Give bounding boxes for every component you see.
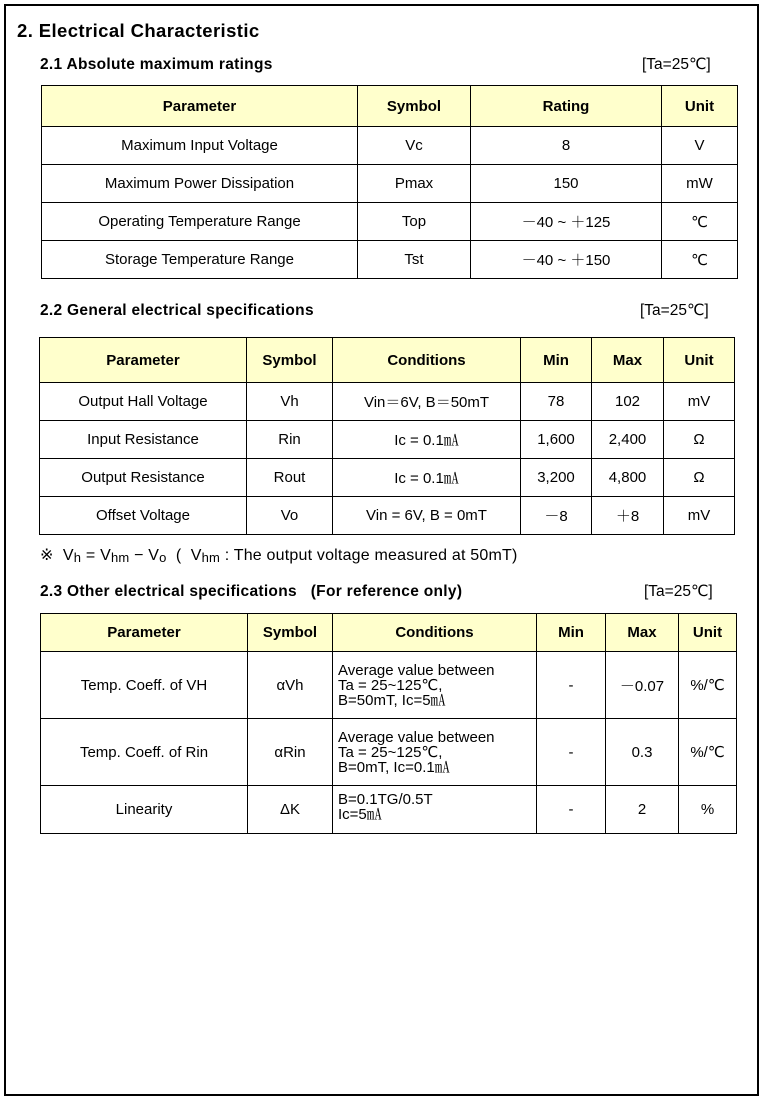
header-unit: Unit <box>664 338 735 383</box>
table-row <box>42 165 738 203</box>
cell-symbol: Vh <box>247 383 333 421</box>
cell-conditions: Ic = 0.1㎃ <box>333 459 521 497</box>
header-parameter: Parameter <box>41 614 248 652</box>
cell-unit: Ω <box>664 421 735 459</box>
note-vhm-sub: hm <box>110 550 130 565</box>
cell-parameter: Temp. Coeff. of Rin <box>41 719 248 786</box>
cell-conditions: Vin = 6V, B = 0mT <box>333 497 521 535</box>
table-row <box>41 786 737 834</box>
cell-conditions: Vin＝6V, B＝50mT <box>333 383 521 421</box>
note-vo-sub: o <box>159 550 167 565</box>
section-2-3-title <box>40 583 462 601</box>
section-2-1-condition: [Ta=25℃] <box>642 56 711 73</box>
table-row <box>42 241 738 279</box>
header-rating: Rating <box>471 86 662 127</box>
note-mark: ※ <box>40 547 54 564</box>
cell-symbol: ΔK <box>248 786 333 834</box>
cell-parameter: Input Resistance <box>40 421 247 459</box>
note-eq: = <box>85 547 96 564</box>
note-vhm: V <box>100 547 111 564</box>
cell-min: - <box>537 786 606 834</box>
table-row <box>42 203 738 241</box>
cell-conditions <box>333 719 537 786</box>
header-parameter: Parameter <box>42 86 358 127</box>
cell-symbol: Rin <box>247 421 333 459</box>
condition-line: Average value between <box>338 661 495 679</box>
page-title: 2. Electrical Characteristic <box>17 20 260 41</box>
cell-unit: Ω <box>664 459 735 497</box>
cell-max: 102 <box>592 383 664 421</box>
table-row <box>40 459 735 497</box>
note-text: : The output voltage measured at 50mT) <box>224 547 518 564</box>
cell-min: －8 <box>521 497 592 535</box>
cell-unit: mV <box>664 497 735 535</box>
condition-line: Ic=5㎃ <box>338 806 382 823</box>
note-vh: V <box>62 547 74 564</box>
cell-min: 3,200 <box>521 459 592 497</box>
header-symbol: Symbol <box>247 338 333 383</box>
general-specs-table <box>39 337 735 535</box>
cell-unit: mV <box>664 383 735 421</box>
cell-unit: V <box>662 127 738 165</box>
cell-parameter: Operating Temperature Range <box>42 203 358 241</box>
table-header-row <box>40 338 735 383</box>
header-min: Min <box>537 614 606 652</box>
cell-max: 2,400 <box>592 421 664 459</box>
cell-rating: 150 <box>471 165 662 203</box>
cell-parameter: Temp. Coeff. of VH <box>41 652 248 719</box>
cell-parameter: Output Resistance <box>40 459 247 497</box>
table-row <box>40 421 735 459</box>
cell-parameter: Maximum Power Dissipation <box>42 165 358 203</box>
condition-line: B=50mT, Ic=5㎃ <box>338 691 446 709</box>
section-2-2-condition: [Ta=25℃] <box>640 302 709 319</box>
note-vhm2: V <box>190 547 202 564</box>
condition-line: Average value between <box>338 728 495 746</box>
section-2-2-title: 2.2 General electrical specifications <box>40 302 314 319</box>
cell-parameter: Storage Temperature Range <box>42 241 358 279</box>
footnote-vh-definition <box>40 545 518 565</box>
cell-symbol: Top <box>358 203 471 241</box>
table-header-row <box>42 86 738 127</box>
cell-min: 1,600 <box>521 421 592 459</box>
header-min: Min <box>521 338 592 383</box>
section-2-3-title-suffix: (For reference only) <box>310 583 463 600</box>
note-minus: − <box>134 547 144 564</box>
cell-min: - <box>537 652 606 719</box>
cell-max: 0.3 <box>606 719 679 786</box>
cell-unit: ℃ <box>662 203 738 241</box>
cell-symbol: Rout <box>247 459 333 497</box>
table-row <box>42 127 738 165</box>
cell-unit: %/℃ <box>679 652 737 719</box>
cell-rating: －40 ~ ＋125 <box>471 203 662 241</box>
note-paren: ( <box>175 547 182 564</box>
cell-symbol: αRin <box>248 719 333 786</box>
cell-symbol: Tst <box>358 241 471 279</box>
cell-symbol: Vo <box>247 497 333 535</box>
cell-symbol: αVh <box>248 652 333 719</box>
cell-parameter: Maximum Input Voltage <box>42 127 358 165</box>
note-vhm2-sub: hm <box>201 550 221 565</box>
condition-line: B=0.1TG/0.5T <box>338 791 433 808</box>
cell-max: －0.07 <box>606 652 679 719</box>
table-row <box>40 497 735 535</box>
cell-rating: 8 <box>471 127 662 165</box>
cell-unit: %/℃ <box>679 719 737 786</box>
header-conditions: Conditions <box>333 614 537 652</box>
absolute-max-ratings-table <box>41 85 738 279</box>
cell-symbol: Pmax <box>358 165 471 203</box>
cell-parameter: Offset Voltage <box>40 497 247 535</box>
other-specs-table <box>40 613 737 834</box>
cell-conditions <box>333 652 537 719</box>
condition-line: B=0mT, Ic=0.1㎃ <box>338 758 450 776</box>
note-vo: V <box>148 547 160 564</box>
table-header-row <box>41 614 737 652</box>
section-2-3-condition: [Ta=25℃] <box>644 583 713 600</box>
cell-symbol: Vc <box>358 127 471 165</box>
table-row <box>41 719 737 786</box>
table-row <box>41 652 737 719</box>
cell-unit: mW <box>662 165 738 203</box>
header-max: Max <box>592 338 664 383</box>
cell-unit: % <box>679 786 737 834</box>
section-2-3-title-text: 2.3 Other electrical specifications <box>40 583 297 600</box>
header-conditions: Conditions <box>333 338 521 383</box>
cell-rating: －40 ~ ＋150 <box>471 241 662 279</box>
cell-min: 78 <box>521 383 592 421</box>
cell-max: ＋8 <box>592 497 664 535</box>
header-unit: Unit <box>679 614 737 652</box>
table-row <box>40 383 735 421</box>
cell-parameter: Output Hall Voltage <box>40 383 247 421</box>
header-max: Max <box>606 614 679 652</box>
condition-line: Ta = 25~125℃, <box>338 676 443 694</box>
header-unit: Unit <box>662 86 738 127</box>
note-vh-sub: h <box>73 550 82 565</box>
cell-max: 4,800 <box>592 459 664 497</box>
cell-conditions <box>333 786 537 834</box>
cell-parameter: Linearity <box>41 786 248 834</box>
cell-unit: ℃ <box>662 241 738 279</box>
cell-max: 2 <box>606 786 679 834</box>
header-parameter: Parameter <box>40 338 247 383</box>
section-2-1-title: 2.1 Absolute maximum ratings <box>40 56 273 73</box>
cell-conditions: Ic = 0.1㎃ <box>333 421 521 459</box>
condition-line: Ta = 25~125℃, <box>338 743 443 761</box>
cell-min: - <box>537 719 606 786</box>
header-symbol: Symbol <box>358 86 471 127</box>
header-symbol: Symbol <box>248 614 333 652</box>
